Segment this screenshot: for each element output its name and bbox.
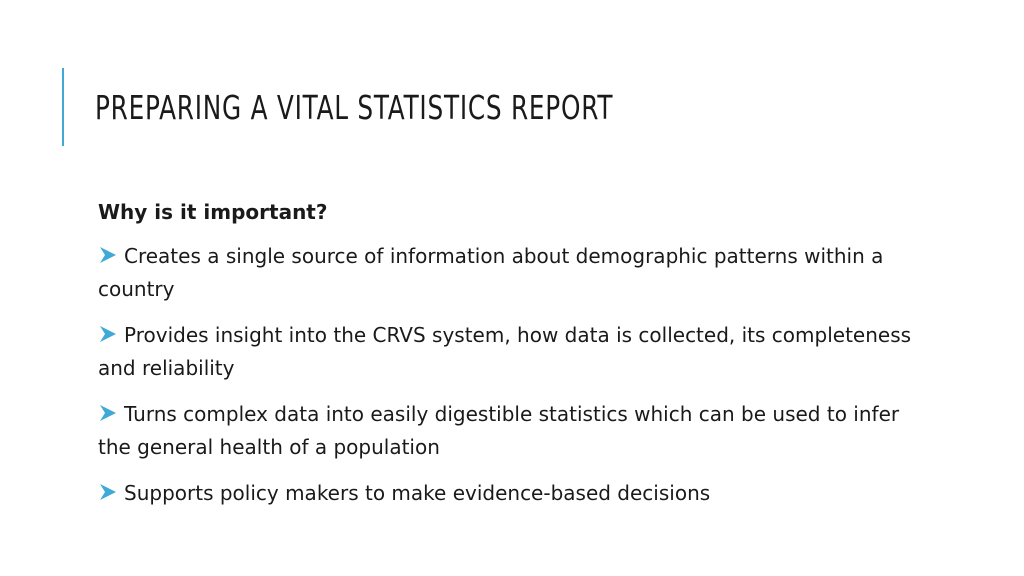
bullet-text: Supports policy makers to make evidence-based decisions [124, 481, 711, 505]
title-accent-bar [62, 68, 64, 146]
arrowhead-bullet-icon [98, 324, 118, 344]
bullet-text: Turns complex data into easily digestible statistics which can be used to infer the general health of a population [98, 402, 900, 459]
bullet-list [93, 240, 913, 510]
bullet-item [93, 398, 913, 464]
bullet-text: Creates a single source of information about demographic patterns within a country [98, 244, 884, 301]
subheading: Why is it important? [98, 200, 328, 224]
arrowhead-bullet-icon [98, 403, 118, 423]
slide-content [93, 196, 913, 523]
slide-title: PREPARING A VITAL STATISTICS REPORT [95, 88, 614, 127]
bullet-item [93, 477, 913, 510]
arrowhead-bullet-icon [98, 245, 118, 265]
bullet-item [93, 240, 913, 306]
arrowhead-bullet-icon [98, 482, 118, 502]
bullet-item [93, 319, 913, 385]
bullet-text: Provides insight into the CRVS system, how data is collected, its completeness and reliability [98, 323, 912, 380]
